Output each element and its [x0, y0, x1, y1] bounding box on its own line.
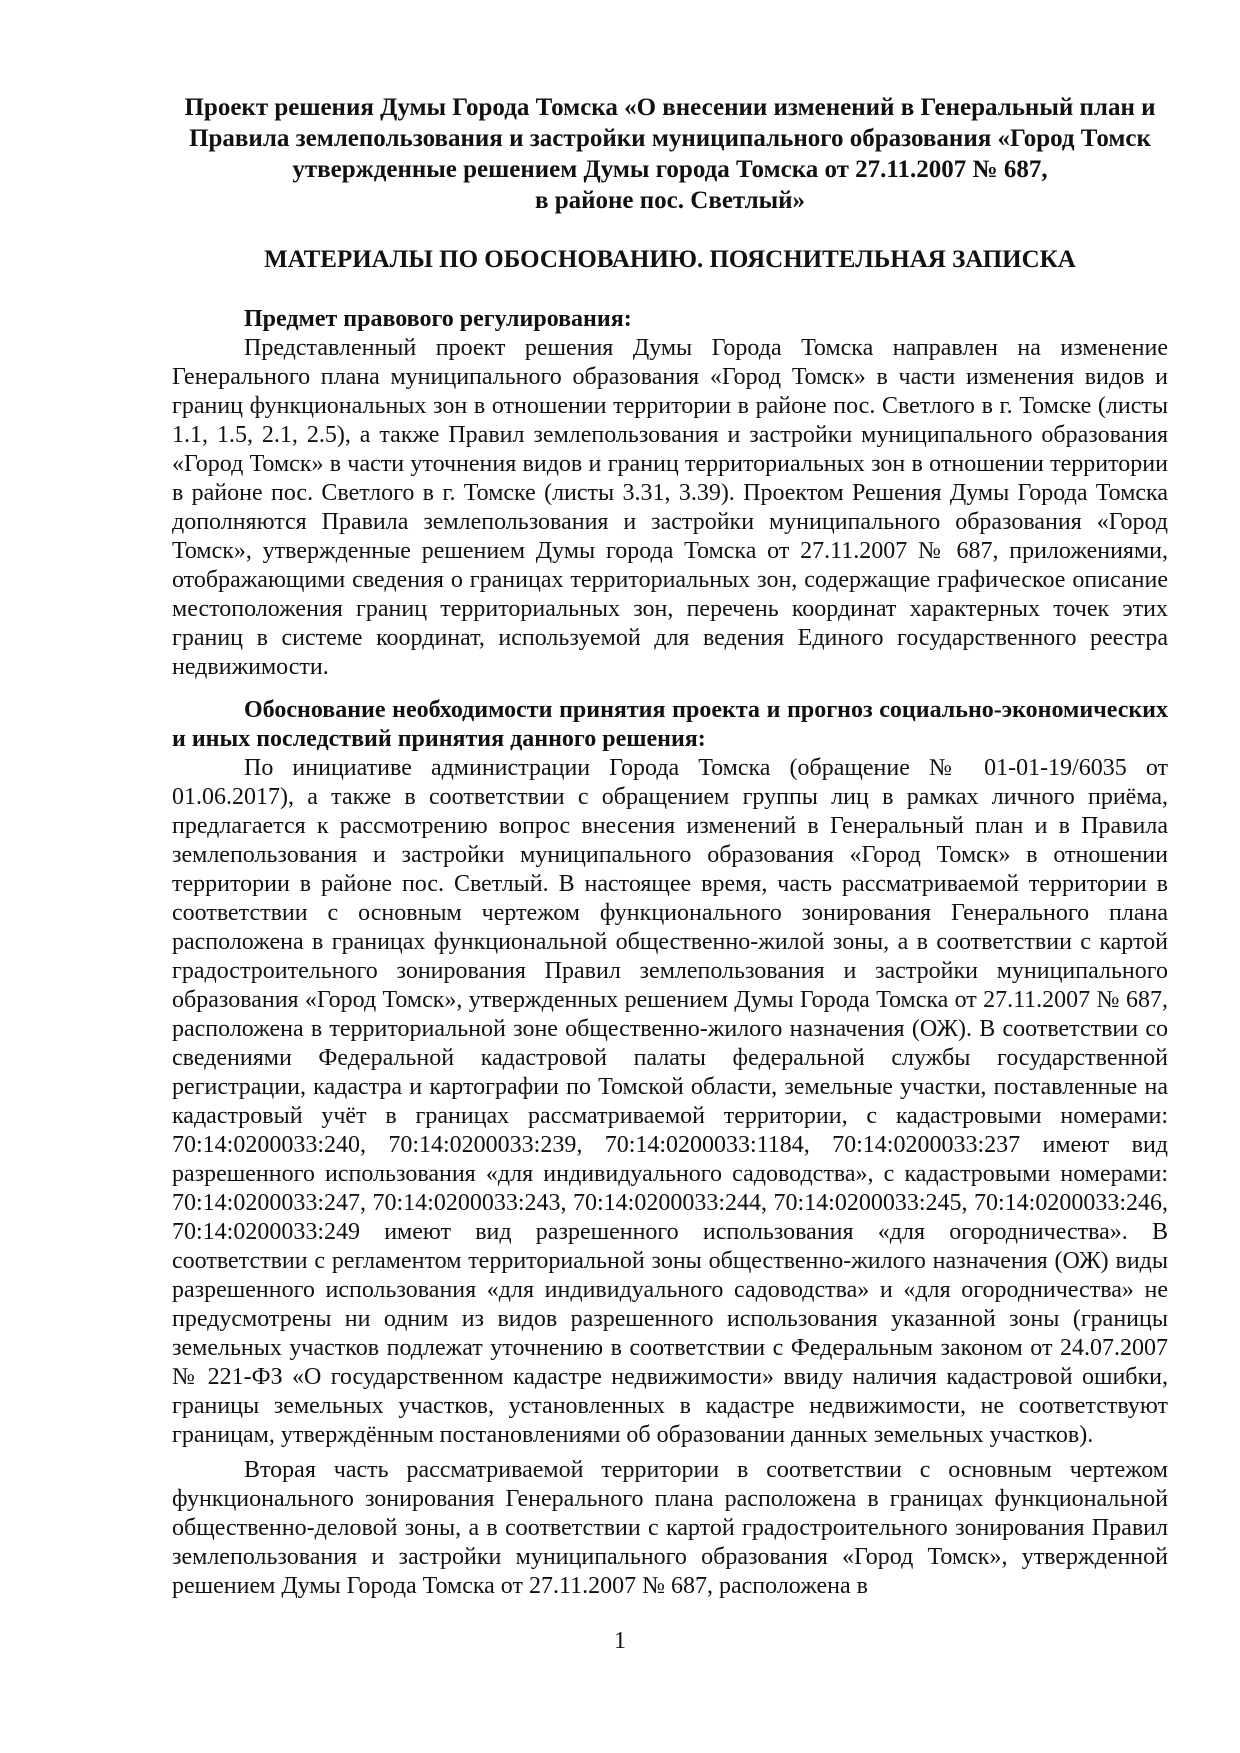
paragraph-justification-2: Вторая часть рассматриваемой территории в соответствии с основным чертежом функционального зонирования Генерального плана расположена в границах функциональной общественно-деловой зоны, а в соответствии с картой градостроительного зонирования Правил землепользования и застройки муниципального образования «Город Томск», утвержденной решением Думы Города Томска от 27.11.2007 № 687, расположена в [172, 1457, 1168, 1599]
title-line-1: Проект решения Думы Города Томска «О внесении изменений в Генеральный план и [184, 94, 1156, 121]
document-subtitle: МАТЕРИАЛЫ ПО ОБОСНОВАНИЮ. ПОЯСНИТЕЛЬНАЯ ЗАПИСКА [264, 246, 1076, 273]
section-heading-legal-subject: Предмет правового регулирования: [244, 306, 632, 332]
section-justification [172, 696, 1168, 1601]
title-line-3: утвержденные решением Думы города Томска от 27.11.2007 № 687, [292, 156, 1048, 183]
section-heading-justification: Обоснование необходимости принятия проекта и прогноз социально-экономических и иных последствий принятия данного решения: [172, 697, 1168, 752]
page-content [172, 92, 1168, 1601]
title-line-2: Правила землепользования и застройки муниципального образования «Город Томск [189, 125, 1151, 152]
paragraph-legal-subject: Представленный проект решения Думы Города Томска направлен на изменение Генерального плана муниципального образования «Город Томск» в части изменения видов и границ функциональных зон в отношении территории в районе пос. Светлого в г. Томске (листы 1.1, 1.5, 2.1, 2.5), а также Правил землепользования и застройки муниципального образования «Город Томск» в части уточнения видов и границ территориальных зон в отношении территории в районе пос. Светлого в г. Томске (листы 3.31, 3.39). Проектом Решения Думы Города Томска дополняются Правила землепользования и застройки муниципального образования «Город Томск», утвержденные решением Думы города Томска от 27.11.2007 № 687, приложениями, отображающими сведения о границах территориальных зон, содержащие графическое описание местоположения границ территориальных зон, перечень координат характерных точек этих границ в системе координат, используемой для ведения Единого государственного реестра недвижимости. [172, 335, 1168, 680]
title-line-4: в районе пос. Светлый» [534, 187, 806, 214]
document-title [172, 92, 1168, 216]
page-number: 1 [614, 1628, 626, 1654]
section-legal-subject [172, 305, 1168, 682]
paragraph-justification-1: По инициативе администрации Города Томска (обращение № 01-01-19/6035 от 01.06.2017), а также в соответствии с обращением группы лиц в рамках личного приёма, предлагается к рассмотрению вопрос внесения изменений в Генеральный план и в Правила землепользования и застройки муниципального образования «Город Томск» в отношении территории в районе пос. Светлый. В настоящее время, часть рассматриваемой территории в соответствии с основным чертежом функционального зонирования Генерального плана расположена в границах функциональной общественно-жилой зоны, а в соответствии с картой градостроительного зонирования Правил землепользования и застройки муниципального образования «Город Томск», утвержденных решением Думы Города Томска от 27.11.2007 № 687, расположена в территориальной зоне общественно-жилого назначения (ОЖ). В соответствии со сведениями Федеральной кадастровой палаты федеральной службы государственной регистрации, кадастра и картографии по Томской области, земельные участки, поставленные на кадастровый учёт в границах рассматриваемой территории, с кадастровыми номерами: 70:14:0200033:240, 70:14:0200033:239, 70:14:0200033:1184, 70:14:0200033:237 имеют вид разрешенного использования «для индивидуального садоводства», с кадастровыми номерами: 70:14:0200033:247, 70:14:0200033:243, 70:14:0200033:244, 70:14:0200033:245, 70:14:0200033:246, 70:14:0200033:249 имеют вид разрешенного использования «для огородничества». В соответствии с регламентом территориальной зоны общественно-жилого назначения (ОЖ) виды разрешенного использования «для индивидуального садоводства» и «для огородничества» не предусмотрены ни одним из видов разрешенного использования указанной зоны (границы земельных участков подлежат уточнению в соответствии с Федеральным законом от 24.07.2007 № 221-ФЗ «О государственном кадастре недвижимости» ввиду наличия кадастровой ошибки, границы земельных участков, установленных в кадастре недвижимости, не соответствуют границам, утверждённым постановлениями об образовании данных земельных участков). [172, 755, 1168, 1448]
